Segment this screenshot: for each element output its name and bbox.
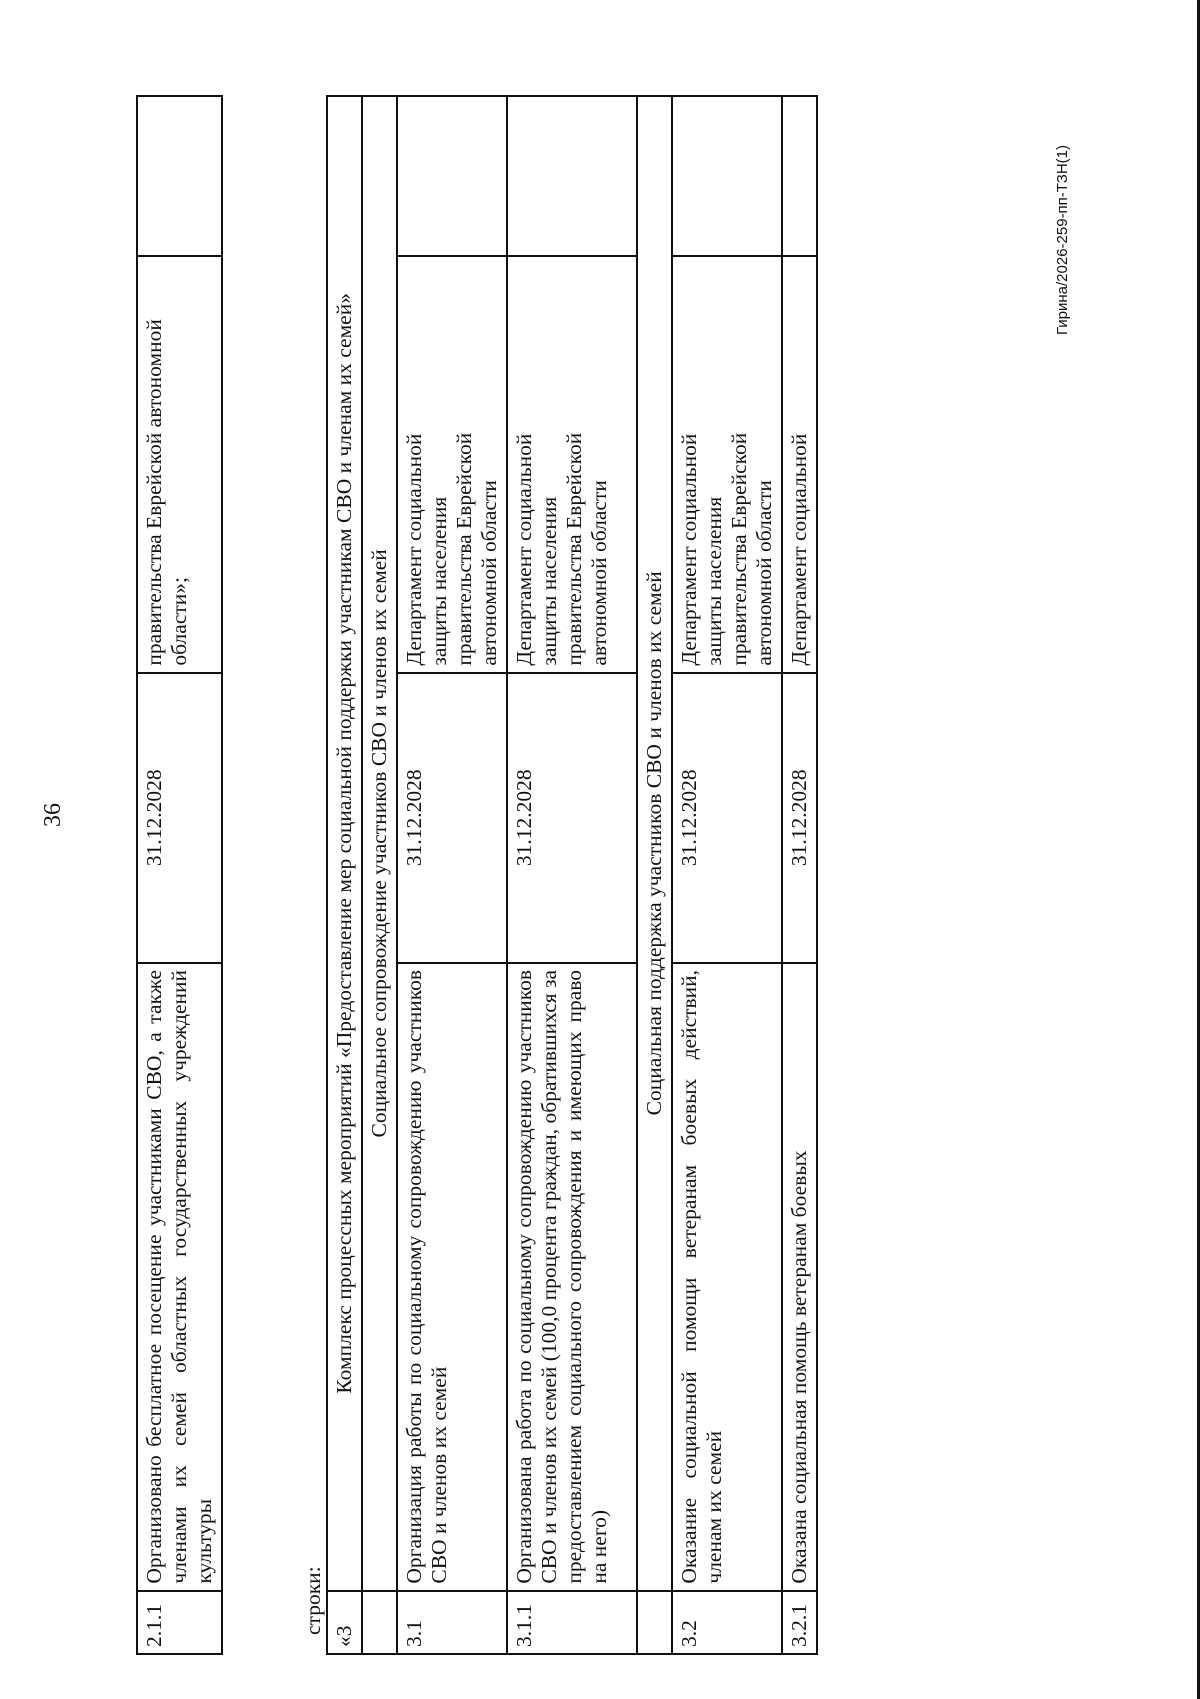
row-date: 31.12.2028 [782,673,817,963]
org-line: защиты населения [702,496,726,666]
org-line: автономной области [752,480,776,666]
row-description: Оказана социальная помощь ветеранам боевых [782,963,817,1591]
row-empty-cell [137,96,222,256]
section-header-row [327,96,362,1654]
org-line: правительства Еврейской [727,432,751,666]
org-line: Департамент социальной [677,433,701,666]
empty-num-cell [362,1591,397,1654]
row-number: 3.1.1 [507,1591,637,1654]
empty-num-cell [637,1591,672,1654]
document-code: Гирина/2026-259-пп-ТЗН(1) [1054,144,1071,335]
row-number: 2.1.1 [137,1591,222,1654]
previous-table-fragment [136,95,223,1655]
row-number: 3.2 [672,1591,782,1654]
rotated-page [26,35,1136,1655]
row-empty-cell [782,96,817,256]
subsection-row [362,96,397,1654]
row-organization [507,256,637,673]
table-row [782,96,817,1654]
org-line: правительства Еврейской [452,432,476,666]
main-table [326,95,818,1655]
org-line: правительства Еврейской [562,432,586,666]
row-organization [672,256,782,673]
row-description: Организовано бесплатное посещение участниками СВО, а также членами их семей областных государственных учреждений культуры [137,963,222,1591]
section-title: Комплекс процессных мероприятий «Предоставление мер социальной поддержки участникам СВО и членам их семей» [327,96,362,1591]
row-description: Оказание социальной помощи ветеранам боевых действий, членам их семей [672,963,782,1591]
row-date: 31.12.2028 [672,673,782,963]
row-empty-cell [507,96,637,256]
row-description: Организована работа по социальному сопровождению участников СВО и членов их семей (100,0 процента граждан, обратившихся за предоставлением социального сопровождения и имеющих право на него) [507,963,637,1591]
org-line: автономной области [477,480,501,666]
org-line: Департамент социальной [512,433,536,666]
lines-label: строки: [301,1566,325,1635]
row-empty-cell [672,96,782,256]
row-organization [397,256,507,673]
row-date: 31.12.2028 [137,673,222,963]
row-organization: Департамент социальной [782,256,817,673]
row-date: 31.12.2028 [397,673,507,963]
org-line: защиты населения [537,496,561,666]
subsection-title: Социальное сопровождение участников СВО и членов их семей [362,96,397,1591]
row-empty-cell [397,96,507,256]
table-row [137,96,222,1654]
row-number: 3.1 [397,1591,507,1654]
org-line: Департамент социальной [402,433,426,666]
row-organization: правительства Еврейской автономной области»; [137,256,222,673]
table-row [397,96,507,1654]
section-number: «3 [327,1591,362,1654]
row-number: 3.2.1 [782,1591,817,1654]
org-line: защиты населения [427,496,451,666]
subsection-title: Социальная поддержка участников СВО и членов их семей [637,96,672,1591]
table-row [672,96,782,1654]
org-line: автономной области [587,480,611,666]
subsection-row [637,96,672,1654]
row-date: 31.12.2028 [507,673,637,963]
table-row [507,96,637,1654]
row-description: Организация работы по социальному сопровождению участников СВО и членов их семей [397,963,507,1591]
page-number: 36 [40,803,66,827]
